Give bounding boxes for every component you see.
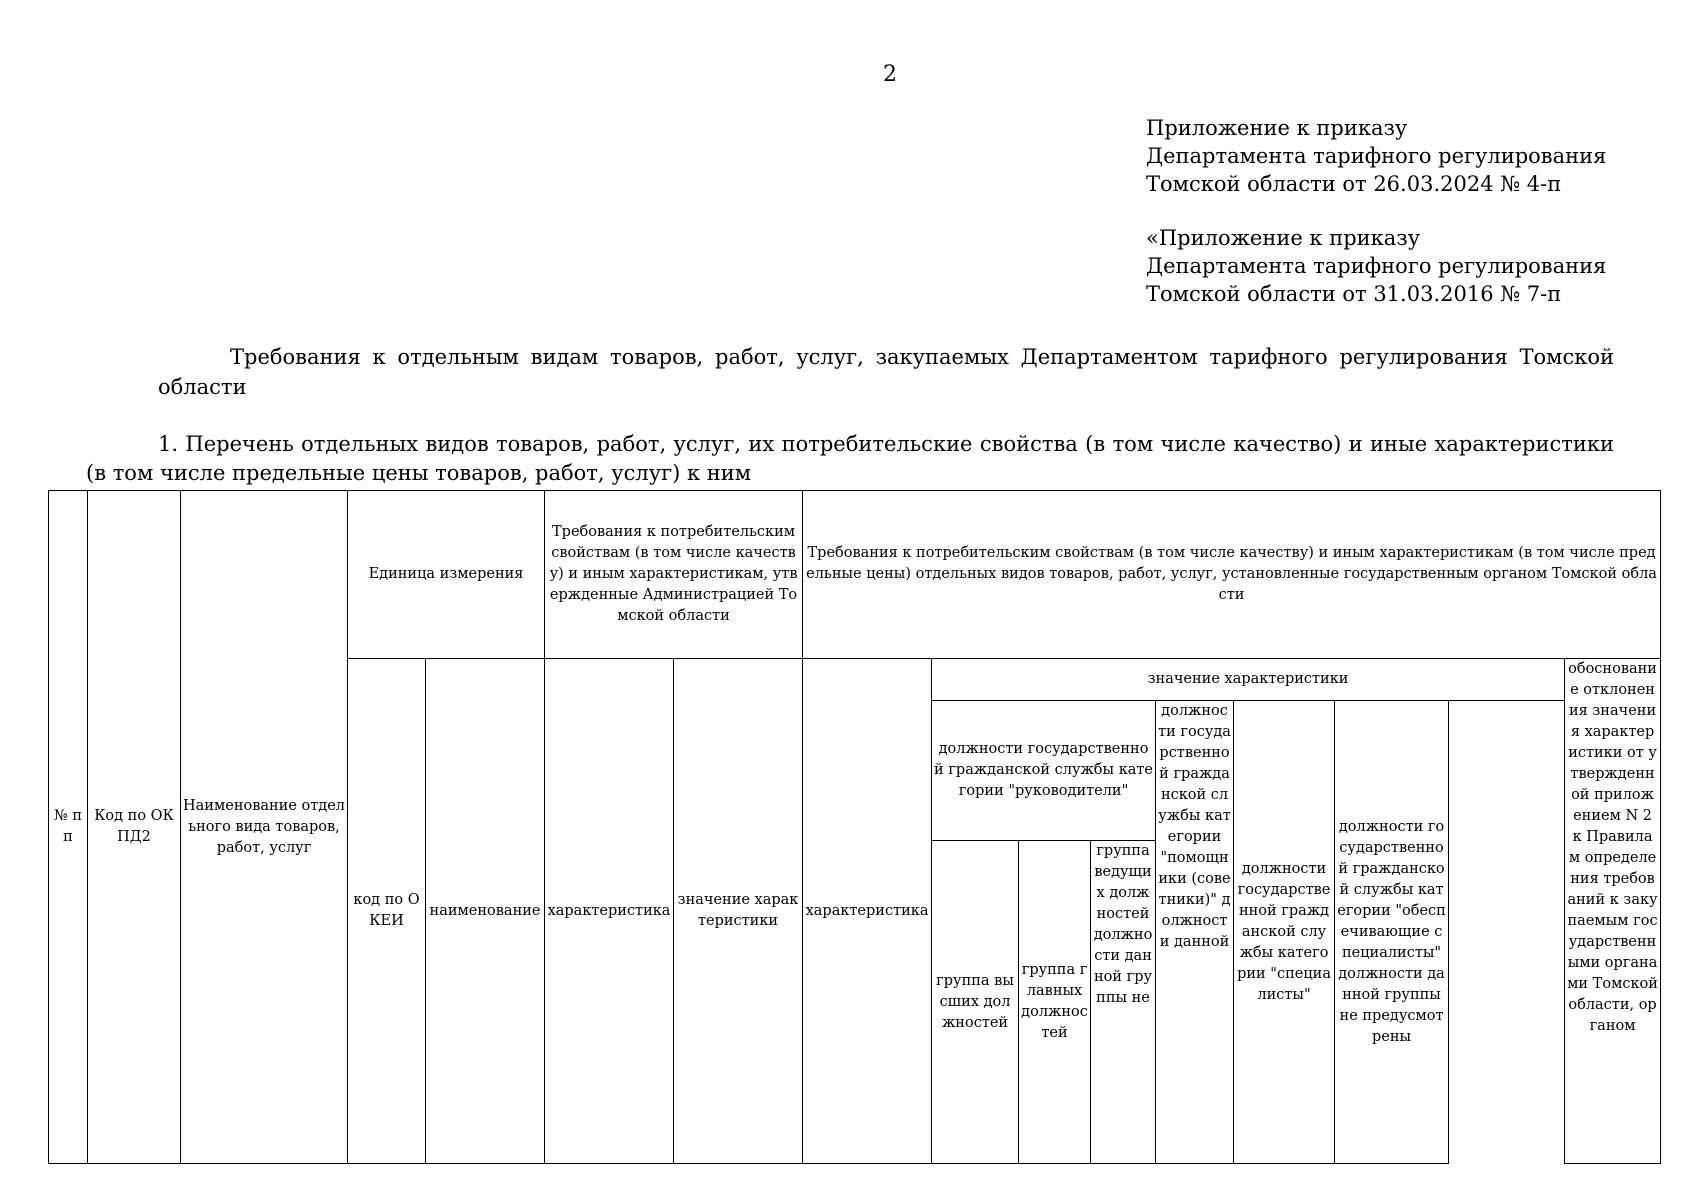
unit-code-header: код по ОКЕИ <box>348 659 426 1164</box>
value-group-header: значение характеристики <box>932 659 1565 701</box>
justification-header: обоснование отклонения значения характеристики от утвержденной приложением N 2 к Правилам определения требований к закупаемым государственными органами Томской области, органом <box>1565 659 1661 1164</box>
document-heading: Требования к отдельным видам товаров, работ, услуг, закупаемых Департаментом тарифного регулирования Томской области <box>158 345 1614 399</box>
appendix-original-line-2: Департамента тарифного регулирования <box>1146 254 1607 278</box>
appendix-original <box>1146 224 1606 308</box>
admin-characteristic-header: характеристика <box>545 659 674 1164</box>
heads-leading-group-header: группа ведущих должностей должности данной группы не <box>1091 841 1156 1164</box>
appendix-current-line-3: Томской области от 26.03.2024 № 4-п <box>1146 172 1562 196</box>
state-characteristic-header: характеристика <box>803 659 932 1164</box>
unit-name-header: наименование <box>426 659 545 1164</box>
heads-highest-group-header: группа высших должностей <box>932 841 1019 1164</box>
section-heading-line-1: 1. Перечень отдельных видов товаров, работ, услуг, их потребительские свойства (в том числе качество) и иные характеристики <box>158 432 1614 456</box>
assistants-category-header: должности государственной гражданской службы категории "помощники (советники)" должности данной <box>1156 701 1234 1164</box>
support-specialists-header: должности государственной гражданской службы категории "обеспечивающие специалисты" должности данной группы не предусмотрены <box>1335 701 1449 1164</box>
col-okpd-header: Код по ОКПД2 <box>88 491 181 1164</box>
heads-main-group-header: группа главных должностей <box>1019 841 1091 1164</box>
heads-category-header: должности государственной гражданской службы категории "руководители" <box>932 701 1156 841</box>
appendix-current-line-1: Приложение к приказу <box>1146 116 1408 140</box>
admin-value-header: значение характеристики <box>674 659 803 1164</box>
unit-group-header: Единица измерения <box>348 491 545 659</box>
section-heading <box>86 430 1614 488</box>
col-name-header: Наименование отдельного вида товаров, работ, услуг <box>181 491 348 1164</box>
specialists-category-header: должности государственной гражданской службы категории "специалисты" <box>1234 701 1335 1164</box>
appendix-current <box>1146 114 1606 198</box>
requirements-table <box>48 490 1661 1164</box>
appendix-current-line-2: Департамента тарифного регулирования <box>1146 144 1607 168</box>
col-number-header: № пп <box>49 491 88 1164</box>
appendix-original-line-3: Томской области от 31.03.2016 № 7-п <box>1146 282 1562 306</box>
page-number: 2 <box>883 62 897 87</box>
appendix-original-line-1: «Приложение к приказу <box>1146 226 1421 250</box>
section-heading-line-2: (в том числе предельные цены товаров, работ, услуг) к ним <box>86 461 752 485</box>
admin-requirements-header: Требования к потребительским свойствам (в том числе качеству) и иным характеристикам, утвержденные Администрацией Томской области <box>545 491 803 659</box>
state-requirements-header: Требования к потребительским свойствам (в том числе качеству) и иным характеристикам (в том числе предельные цены) отдельных видов товаров, работ, услуг, установленные государственным органом Томской области <box>803 491 1661 659</box>
